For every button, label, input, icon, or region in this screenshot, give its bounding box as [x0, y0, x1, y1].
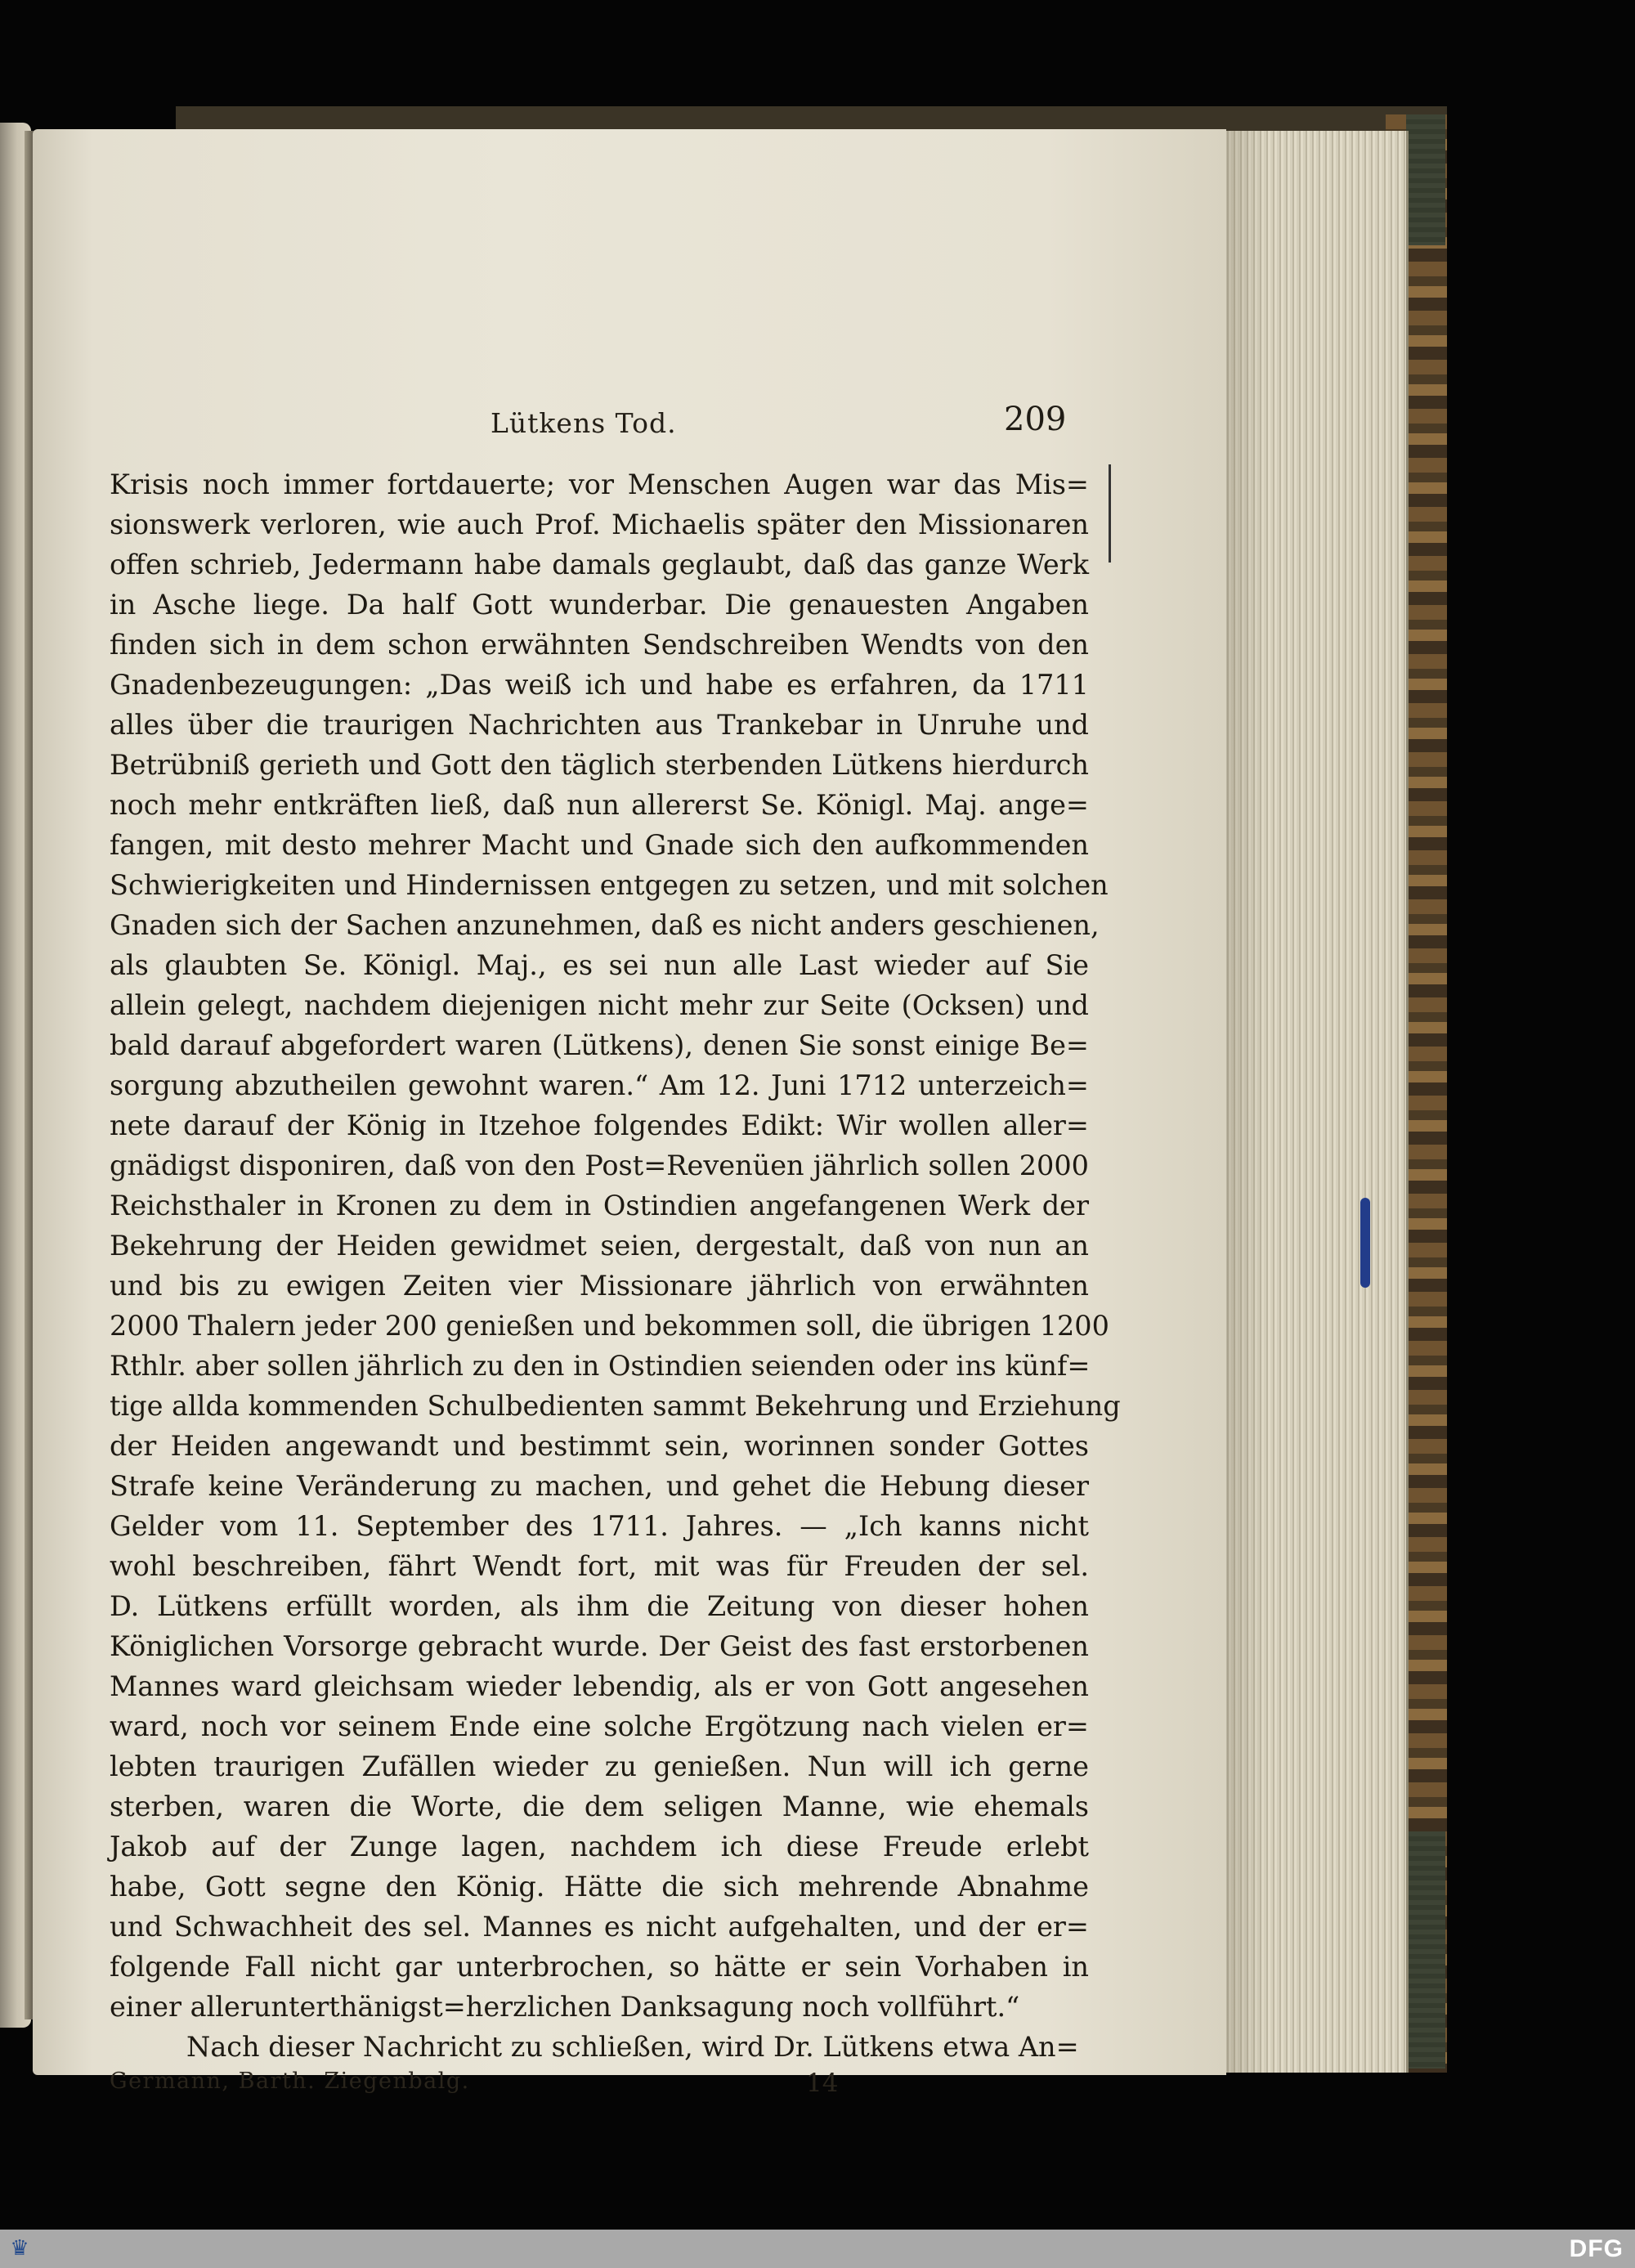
text-line: Gnaden sich der Sachen anzunehmen, daß es nicht anders geschienen,: [110, 909, 1100, 941]
text-line: Strafe keine Veränderung zu machen, und gehet die Hebung dieser: [110, 1470, 1089, 1502]
text-line: der Heiden angewandt und bestimmt sein, worinnen sonder Gottes: [110, 1430, 1089, 1462]
text-line: sterben, waren die Worte, die dem seligen Manne, wie ehemals: [110, 1791, 1089, 1822]
text-line: fangen, mit desto mehrer Macht und Gnade sich den aufkommenden: [110, 829, 1089, 861]
text-line: Jakob auf der Zunge lagen, nachdem ich diese Freude erlebt: [110, 1831, 1089, 1862]
printer-signature: Germann, Barth. Ziegenbalg.: [110, 2069, 470, 2094]
text-line: als glaubten Se. Königl. Maj., es sei nun alle Last wieder auf Sie: [110, 949, 1089, 981]
text-line: finden sich in dem schon erwähnten Sendschreiben Wendts von den: [110, 629, 1089, 661]
book-page: [33, 129, 1226, 2098]
text-line: Mannes ward gleichsam wieder lebendig, als er von Gott angesehen: [110, 1670, 1089, 1702]
page-footer: [110, 2069, 1089, 2101]
text-line: wohl beschreiben, fährt Wendt fort, mit was für Freuden der sel.: [110, 1550, 1089, 1582]
running-head: Lütkens Tod.: [490, 407, 677, 439]
text-line: Krisis noch immer fortdauerte; vor Menschen Augen war das Mis=: [110, 468, 1089, 500]
text-line: folgende Fall nicht gar unterbrochen, so hätte er sein Vorhaben in: [110, 1951, 1089, 1983]
text-line: D. Lütkens erfüllt worden, als ihm die Zeitung von dieser hohen: [110, 1590, 1089, 1622]
dfg-logo: DFG: [1569, 2235, 1624, 2262]
text-line: und Schwachheit des sel. Mannes es nicht aufgehalten, und der er=: [110, 1911, 1089, 1943]
bookmark-ribbon: [1360, 1198, 1370, 1288]
text-line: gnädigst disponiren, daß von den Post=Revenüen jährlich sollen 2000: [110, 1150, 1089, 1181]
text-line: Bekehrung der Heiden gewidmet seien, dergestalt, daß von nun an: [110, 1230, 1089, 1262]
page-number: 209: [1004, 401, 1067, 438]
text-line: Gelder vom 11. September des 1711. Jahres. — „Ich kanns nicht: [110, 1510, 1089, 1542]
text-line: in Asche liege. Da half Gott wunderbar. Die genauesten Angaben: [110, 589, 1089, 621]
text-line: Rthlr. aber sollen jährlich zu den in Ostindien seienden oder ins künf=: [110, 1350, 1091, 1382]
signature-number: 14: [806, 2069, 839, 2098]
text-line: nete darauf der König in Itzehoe folgendes Edikt: Wir wollen aller=: [110, 1109, 1089, 1141]
text-line: lebten traurigen Zufällen wieder zu genießen. Nun will ich gerne: [110, 1750, 1089, 1782]
text-line: Reichsthaler in Kronen zu dem in Ostindien angefangenen Werk der: [110, 1190, 1089, 1221]
body-text: [110, 464, 1121, 2067]
text-line: alles über die traurigen Nachrichten aus Trankebar in Unruhe und: [110, 709, 1089, 741]
cloth-corner-bottom: [1406, 1831, 1445, 2069]
text-line: Königlichen Vorsorge gebracht wurde. Der Geist des fast erstorbenen: [110, 1630, 1089, 1662]
text-line: sionswerk verloren, wie auch Prof. Michaelis später den Missionaren: [110, 509, 1089, 540]
text-line: noch mehr entkräften ließ, daß nun allererst Se. Königl. Maj. ange=: [110, 789, 1089, 821]
text-line: Betrübniß gerieth und Gott den täglich sterbenden Lütkens hierdurch: [110, 749, 1089, 781]
text-line: Schwierigkeiten und Hindernissen entgegen zu setzen, und mit solchen: [110, 869, 1109, 901]
library-crest-icon: ♛: [10, 2236, 29, 2261]
cloth-corner-top: [1406, 114, 1445, 245]
text-line: und bis zu ewigen Zeiten vier Missionare jährlich von erwähnten: [110, 1270, 1089, 1302]
viewer-bottom-bar: [0, 2230, 1635, 2268]
margin-mark: [1109, 464, 1111, 563]
text-line: Nach dieser Nachricht zu schließen, wird Dr. Lütkens etwa An=: [186, 2031, 1079, 2063]
text-line: ward, noch vor seinem Ende eine solche Ergötzung nach vielen er=: [110, 1710, 1089, 1742]
text-line: sorgung abzutheilen gewohnt waren.“ Am 12. Juni 1712 unterzeich=: [110, 1069, 1089, 1101]
text-line: 2000 Thalern jeder 200 genießen und bekommen soll, die übrigen 1200: [110, 1310, 1109, 1342]
text-line: allein gelegt, nachdem diejenigen nicht mehr zur Seite (Ocksen) und: [110, 989, 1089, 1021]
page-header: [33, 401, 1226, 450]
text-line: bald darauf abgefordert waren (Lütkens), denen Sie sonst einige Be=: [110, 1029, 1089, 1061]
text-line: offen schrieb, Jedermann habe damals geglaubt, daß das ganze Werk: [110, 549, 1089, 580]
text-line: einer allerunterthänigst=herzlichen Danksagung noch vollführt.“: [110, 1991, 1020, 2023]
text-line: Gnadenbezeugungen: „Das weiß ich und habe es erfahren, da 1711: [110, 669, 1089, 701]
text-line: habe, Gott segne den König. Hätte die sich mehrende Abnahme: [110, 1871, 1089, 1903]
text-line: tige allda kommenden Schulbedienten sammt Bekehrung und Erziehung: [110, 1390, 1121, 1422]
